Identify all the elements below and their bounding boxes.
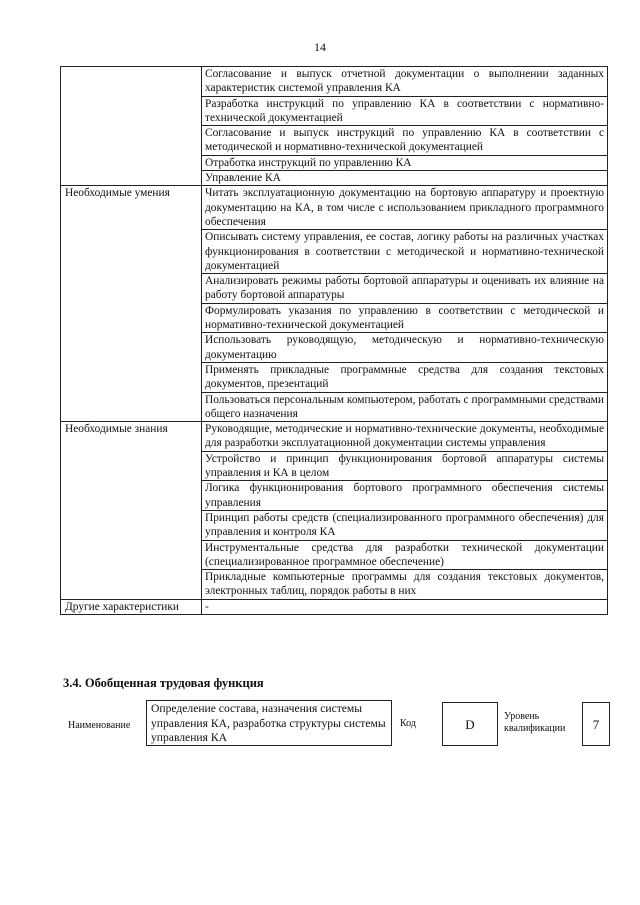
table-cell: Согласование и выпуск инструкций по управлению КА в соответствии с методической и нормативно-технической документацией [202,126,608,156]
row-label-skills: Необходимые умения [61,186,202,422]
code-label: Код [400,718,416,729]
qualification-level-box: 7 [582,702,610,746]
table-cell: - [202,599,608,614]
row-label-knowledge: Необходимые знания [61,422,202,600]
table-cell: Разработка инструкций по управлению КА в соответствии с нормативно-технической документацией [202,96,608,126]
table-row [61,422,608,452]
function-name-box: Определение состава, назначения системы управления КА, разработка структуры системы управления КА [146,700,392,746]
table-cell: Формулировать указания по управлению в соответствии с методической и нормативно-технической документацией [202,303,608,333]
table-row [61,599,608,614]
table-row [61,186,608,230]
section-title: 3.4. Обобщенная трудовая функция [63,676,264,690]
table-cell: Управление КА [202,171,608,186]
table-cell: Использовать руководящую, методическую и нормативно-техническую документацию [202,333,608,363]
table-row [61,67,608,97]
table-cell: Применять прикладные программные средства для создания текстовых документов, презентаций [202,362,608,392]
code-value-box: D [442,702,498,746]
row-label [61,67,202,186]
name-label: Наименование [68,720,131,731]
table-cell: Устройство и принцип функционирования бортовой аппаратуры системы управления и КА в целом [202,451,608,481]
table-cell: Прикладные компьютерные программы для создания текстовых документов, электронных таблиц, порядок работы в них [202,570,608,600]
labor-function-table [60,66,608,615]
table-cell: Отработка инструкций по управлению КА [202,155,608,170]
table-cell: Инструментальные средства для разработки технической документации (специализированное программное обеспечение) [202,540,608,570]
qualification-level-label: Уровень квалификации [504,711,566,734]
table-cell: Описывать систему управления, ее состав, логику работы на различных участках функционирования в соответствии с методической и нормативно-технической документацией [202,230,608,274]
table-cell: Принцип работы средств (специализированного программного обеспечения) для управления и контроля КА [202,510,608,540]
table-cell: Пользоваться персональным компьютером, работать с программными средствами общего назначения [202,392,608,422]
row-label-other: Другие характеристики [61,599,202,614]
table-cell: Читать эксплуатационную документацию на бортовую аппаратуру и проектную документацию на КА, в том числе с использованием прикладного программного обеспечения [202,186,608,230]
table-cell: Логика функционирования бортового программного обеспечения системы управления [202,481,608,511]
page-number: 14 [314,40,326,54]
table-cell: Анализировать режимы работы бортовой аппаратуры и оценивать их влияние на работу бортовой аппаратуры [202,274,608,304]
generalized-function-row [60,700,620,760]
table-cell: Руководящие, методические и нормативно-технические документы, необходимые для разработки эксплуатационной документации системы управления [202,422,608,452]
table-cell: Согласование и выпуск отчетной документации о выполнении заданных характеристик системой управления КА [202,67,608,97]
